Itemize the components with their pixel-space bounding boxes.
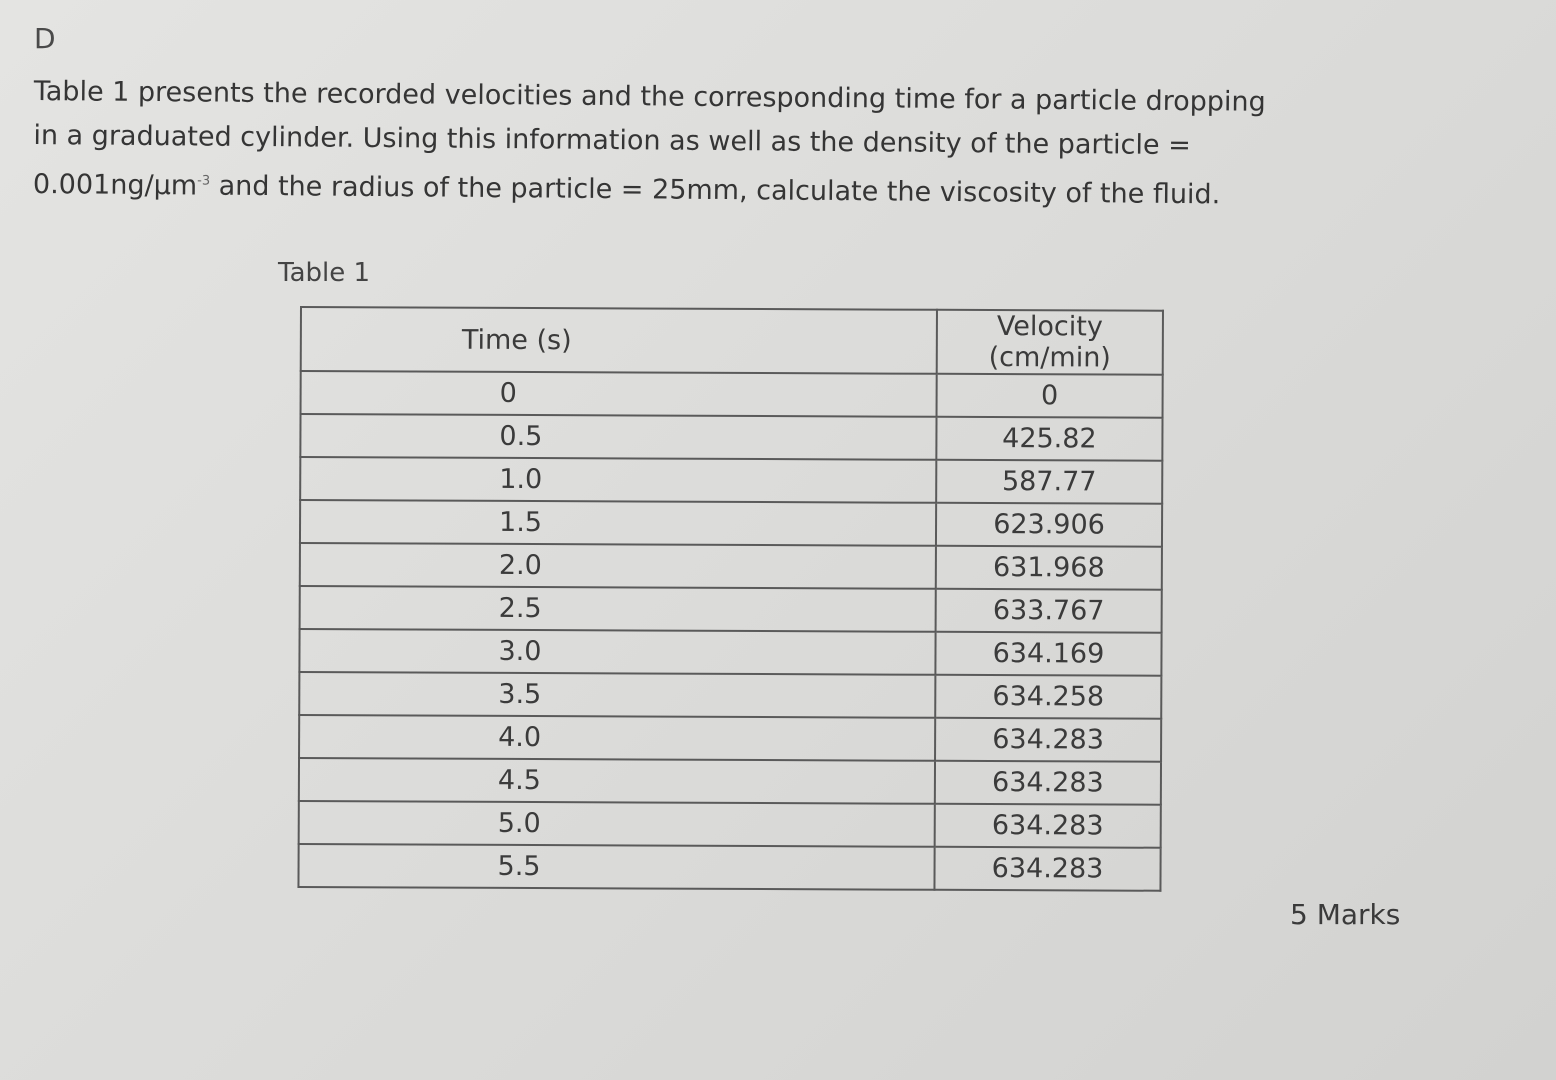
time-cell: 3.5: [299, 672, 935, 718]
time-cell: 0: [301, 371, 937, 417]
table-row: [299, 715, 1161, 762]
question-text: [33, 70, 1414, 219]
table-row: [298, 844, 1160, 891]
table-row: [299, 801, 1161, 848]
table-row: [300, 543, 1162, 590]
table-row: [300, 586, 1162, 633]
header-time: Time (s): [301, 307, 937, 374]
time-cell: 3.0: [299, 629, 935, 675]
question-line-2: in a graduated cylinder. Using this information as well as the density of the particle =: [33, 119, 1191, 162]
velocity-cell: 634.283: [935, 761, 1161, 805]
header-velocity: Velocity (cm/min): [937, 310, 1163, 375]
table-row: [299, 629, 1161, 676]
time-cell: 4.5: [299, 758, 935, 804]
question-line-1: Table 1 presents the recorded velocities and the corresponding time for a particle dropping: [33, 75, 1266, 118]
table-row: [300, 500, 1162, 547]
velocity-cell: 634.258: [935, 675, 1161, 719]
time-cell: 5.0: [299, 801, 935, 847]
time-cell: 4.0: [299, 715, 935, 761]
table-row: [299, 758, 1161, 805]
table-row: [299, 672, 1161, 719]
velocity-cell: 633.767: [936, 589, 1162, 633]
time-cell: 2.0: [300, 543, 936, 589]
time-cell: 5.5: [298, 844, 934, 890]
table-header-row: [301, 307, 1163, 375]
time-cell: 1.5: [300, 500, 936, 546]
table-caption: Table 1: [278, 258, 371, 288]
time-cell: 2.5: [300, 586, 936, 632]
velocity-cell: 634.283: [935, 804, 1161, 848]
velocity-cell: 634.169: [935, 632, 1161, 676]
table-row: [300, 414, 1162, 461]
table-row: [301, 371, 1163, 418]
velocity-time-table: [297, 306, 1164, 892]
velocity-cell: 634.283: [935, 718, 1161, 762]
time-cell: 0.5: [300, 414, 936, 460]
table-row: [300, 457, 1162, 504]
velocity-cell: 0: [937, 374, 1163, 418]
velocity-cell: 631.968: [936, 546, 1162, 590]
density-exponent: -3: [197, 173, 211, 189]
table-body: [298, 371, 1162, 891]
velocity-cell: 623.906: [936, 503, 1162, 547]
question-line-3-rest: and the radius of the particle = 25mm, calculate the viscosity of the fluid.: [209, 170, 1221, 211]
velocity-cell: 634.283: [934, 847, 1160, 891]
marks-label: 5 Marks: [1290, 898, 1401, 931]
velocity-cell: 425.82: [936, 417, 1162, 461]
velocity-cell: 587.77: [936, 460, 1162, 504]
time-cell: 1.0: [300, 457, 936, 503]
question-label: D: [34, 22, 56, 55]
density-value: 0.001ng/μm: [32, 168, 198, 202]
